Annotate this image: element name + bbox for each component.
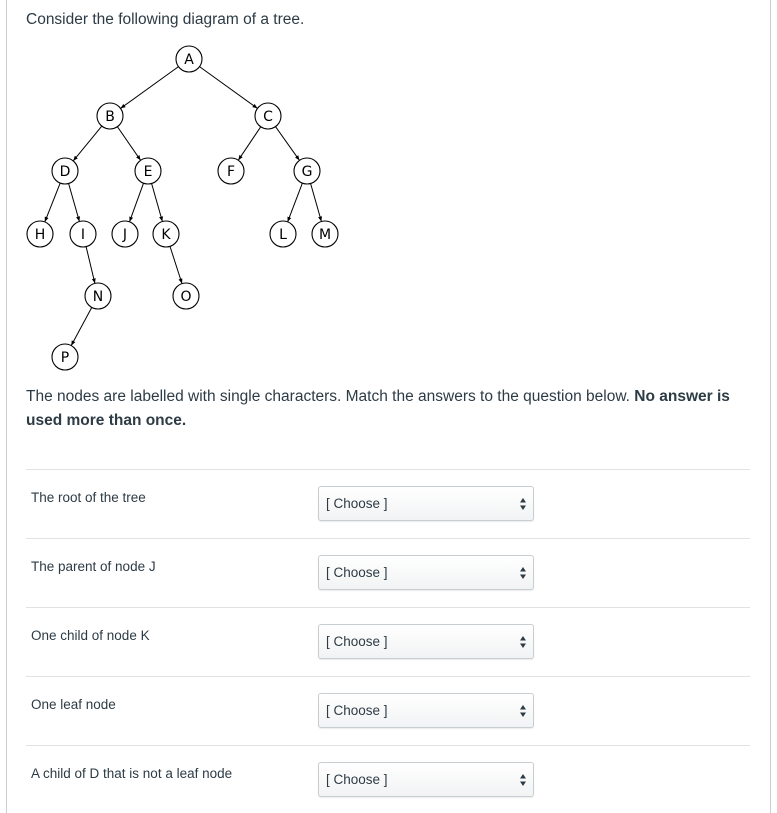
tree-edge-G-M [311, 184, 322, 222]
svg-text:N: N [92, 289, 104, 305]
answer-select[interactable] [318, 693, 534, 728]
tree-node-I [70, 221, 96, 247]
question-prompt: The root of the tree [31, 490, 146, 505]
question-row [26, 745, 750, 813]
tree-edge-A-C [200, 67, 258, 109]
svg-text:I: I [80, 227, 86, 243]
tree-edge-E-J [130, 183, 144, 222]
tree-node-L [270, 221, 296, 247]
matching-questions [26, 469, 750, 813]
tree-edge-N-P [71, 307, 92, 345]
tree-node-G [294, 158, 320, 184]
svg-text:A: A [184, 52, 194, 68]
tree-node-B [97, 103, 123, 129]
tree-node-J [112, 221, 138, 247]
svg-text:K: K [161, 227, 171, 243]
select-arrows-icon [519, 704, 527, 718]
select-arrows-icon [519, 566, 527, 580]
answer-select-value: [ Choose ] [326, 772, 388, 787]
tree-edge-E-K [152, 184, 163, 222]
svg-text:G: G [301, 164, 313, 180]
tree-edge-G-L [288, 183, 303, 222]
tree-edge-D-H [45, 183, 60, 222]
select-arrows-icon [519, 635, 527, 649]
question-prompt: One leaf node [31, 697, 116, 712]
tree-node-O [173, 283, 199, 309]
tree-node-F [218, 158, 244, 184]
tree-node-H [27, 221, 53, 247]
instructions [26, 385, 746, 433]
answer-select[interactable] [318, 762, 534, 797]
svg-text:H: H [34, 227, 46, 243]
select-arrows-icon [519, 497, 527, 511]
tree-edge-K-O [170, 246, 182, 283]
tree-nodes [27, 46, 338, 370]
question-prompt: A child of D that is not a leaf node [31, 766, 233, 781]
svg-text:F: F [226, 164, 236, 180]
svg-text:E: E [143, 164, 153, 180]
tree-node-N [85, 283, 111, 309]
tree-edge-A-B [121, 67, 179, 109]
question-row [26, 538, 750, 607]
question-prompt: The parent of node J [31, 559, 156, 574]
svg-text:O: O [180, 289, 192, 305]
svg-text:P: P [60, 350, 70, 366]
instructions-bold: No answer is used more than once. [26, 388, 730, 429]
answer-select-value: [ Choose ] [326, 634, 388, 649]
intro-text: Consider the following diagram of a tree. [26, 11, 305, 28]
tree-diagram [0, 0, 777, 380]
tree-node-M [312, 221, 338, 247]
answer-select[interactable] [318, 624, 534, 659]
tree-edge-B-E [117, 127, 140, 161]
svg-text:L: L [279, 227, 287, 243]
answer-select[interactable] [318, 555, 534, 590]
svg-text:C: C [263, 109, 273, 125]
tree-edge-C-F [238, 127, 260, 160]
tree-node-E [135, 158, 161, 184]
answer-select-value: [ Choose ] [326, 496, 388, 511]
question-row [26, 469, 750, 538]
tree-node-C [255, 103, 281, 129]
answer-select[interactable] [318, 486, 534, 521]
tree-node-P [52, 344, 78, 370]
question-row [26, 676, 750, 745]
tree-edge-B-D [73, 126, 102, 161]
tree-node-K [153, 221, 179, 247]
select-arrows-icon [519, 773, 527, 787]
answer-select-value: [ Choose ] [326, 565, 388, 580]
svg-text:D: D [59, 164, 71, 180]
svg-text:J: J [122, 227, 128, 243]
question-row [26, 607, 750, 676]
instructions-text: The nodes are labelled with single characters. Match the answers to the question below. [26, 388, 635, 405]
tree-node-A [176, 46, 202, 72]
question-prompt: One child of node K [31, 628, 150, 643]
tree-edge-I-N [86, 247, 95, 284]
answer-select-value: [ Choose ] [326, 703, 388, 718]
tree-edge-D-I [69, 184, 80, 222]
tree-node-D [52, 158, 78, 184]
tree-edge-C-G [276, 127, 300, 161]
svg-text:M: M [318, 227, 332, 243]
svg-text:B: B [105, 109, 115, 125]
